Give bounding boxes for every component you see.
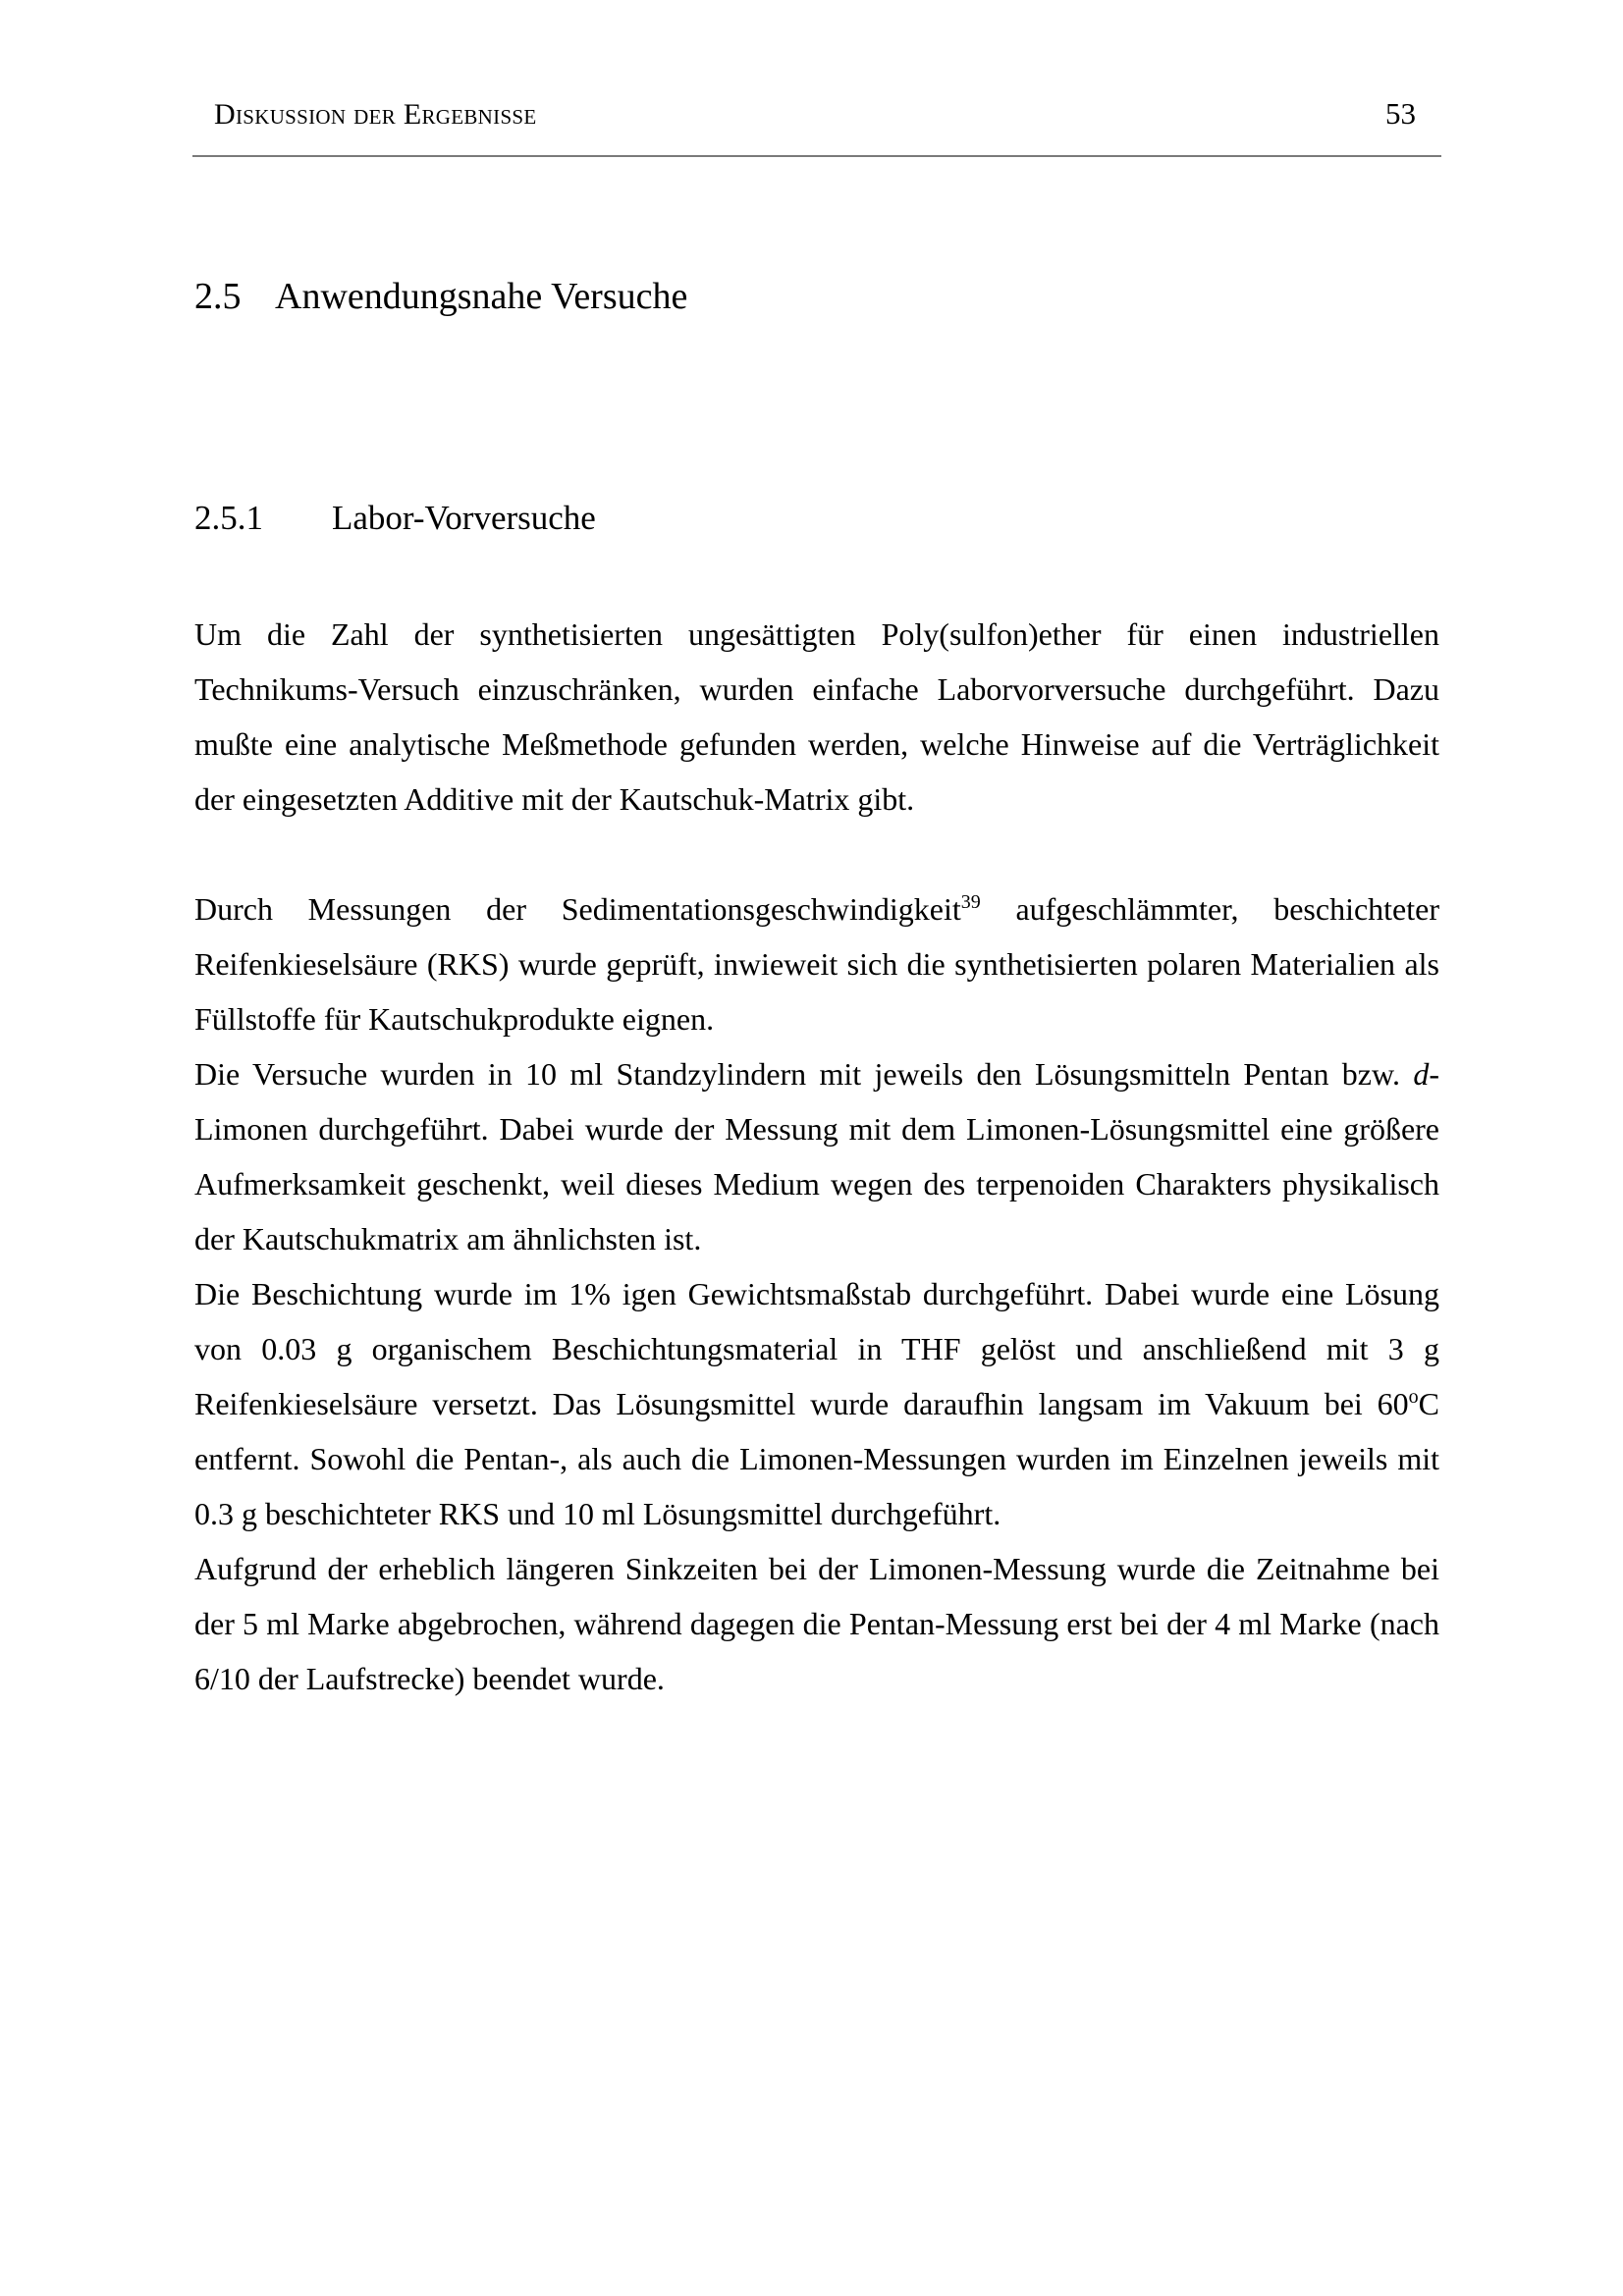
section-heading [194,275,687,318]
paragraph-intro: Um die Zahl der synthetisierten ungesättigten Poly(sulfon)ether für einen industriellen Technikums-Versuch einzuschränken, wurden einfache Laborvorversuche durchgeführt. Dazu mußte eine analytische Meßmethode gefunden werden, welche Hinweise auf die Verträglichkeit der eingesetzten Additive mit der Kautschuk-Matrix gibt. [194,616,1439,817]
footnote-reference: 39 [960,891,981,913]
italic-d-prefix: d [1413,1056,1430,1092]
paragraph-experiments [194,1046,1439,1266]
running-header [192,94,1441,157]
degree-superscript: o [1408,1386,1419,1408]
paragraph-coating [194,1266,1439,1541]
paragraph-sedimentation-text-b: aufgeschlämmter, beschichteter Reifenkieselsäure (RKS) wurde geprüft, inwieweit sich die synthetisierten polaren Materialien als Füllstoffe für Kautschukprodukte eignen. [194,891,1440,1037]
paragraph-sedimentation-text-a: Durch Messungen der Sedimentationsgeschwindigkeit [194,891,961,927]
section-title: Anwendungsnahe Versuche [275,276,688,317]
subsection-heading [194,499,596,538]
paragraph-experiments-text-b: -Limonen durchgeführt. Dabei wurde der Messung mit dem Limonen-Lösungsmittel eine größere Aufmerksamkeit geschenkt, weil dieses Medium wegen des terpenoiden Charakters physikalisch der Kautschukmatrix am ähnlichsten ist. [194,1056,1439,1256]
body-text [194,607,1439,1706]
subsection-number: 2.5.1 [194,499,263,537]
paragraph-coating-text-a: Die Beschichtung wurde im 1% igen Gewichtsmaßstab durchgeführt. Dabei wurde eine Lösung von 0.03 g organischem Beschichtungsmaterial in THF gelöst und anschließend mit 3 g Reifenkieselsäure versetzt. Das Lösungsmittel wurde daraufhin langsam im Vakuum bei 60 [194,1276,1439,1421]
subsection-title: Labor-Vorversuche [332,499,596,537]
paragraph-experiments-text-a: Die Versuche wurden in 10 ml Standzylindern mit jeweils den Lösungsmitteln Pentan bzw. [194,1056,1414,1092]
paragraph-measurement: Aufgrund der erheblich längeren Sinkzeiten bei der Limonen-Messung wurde die Zeitnahme bei der 5 ml Marke abgebrochen, während dagegen die Pentan-Messung erst bei der 4 ml Marke (nach 6/10 der Laufstrecke) beendet wurde. [194,1551,1439,1696]
paragraph-coating-text-b: C entfernt. Sowohl die Pentan-, als auch die Limonen-Messungen wurden im Einzelnen jeweils mit 0.3 g beschichteter RKS und 10 ml Lösungsmittel durchgeführt. [194,1386,1439,1531]
paragraph-sedimentation [194,881,1439,1046]
page-number: 53 [1385,96,1416,131]
running-title: Diskussion der Ergebnisse [214,98,537,131]
section-number: 2.5 [194,276,242,317]
